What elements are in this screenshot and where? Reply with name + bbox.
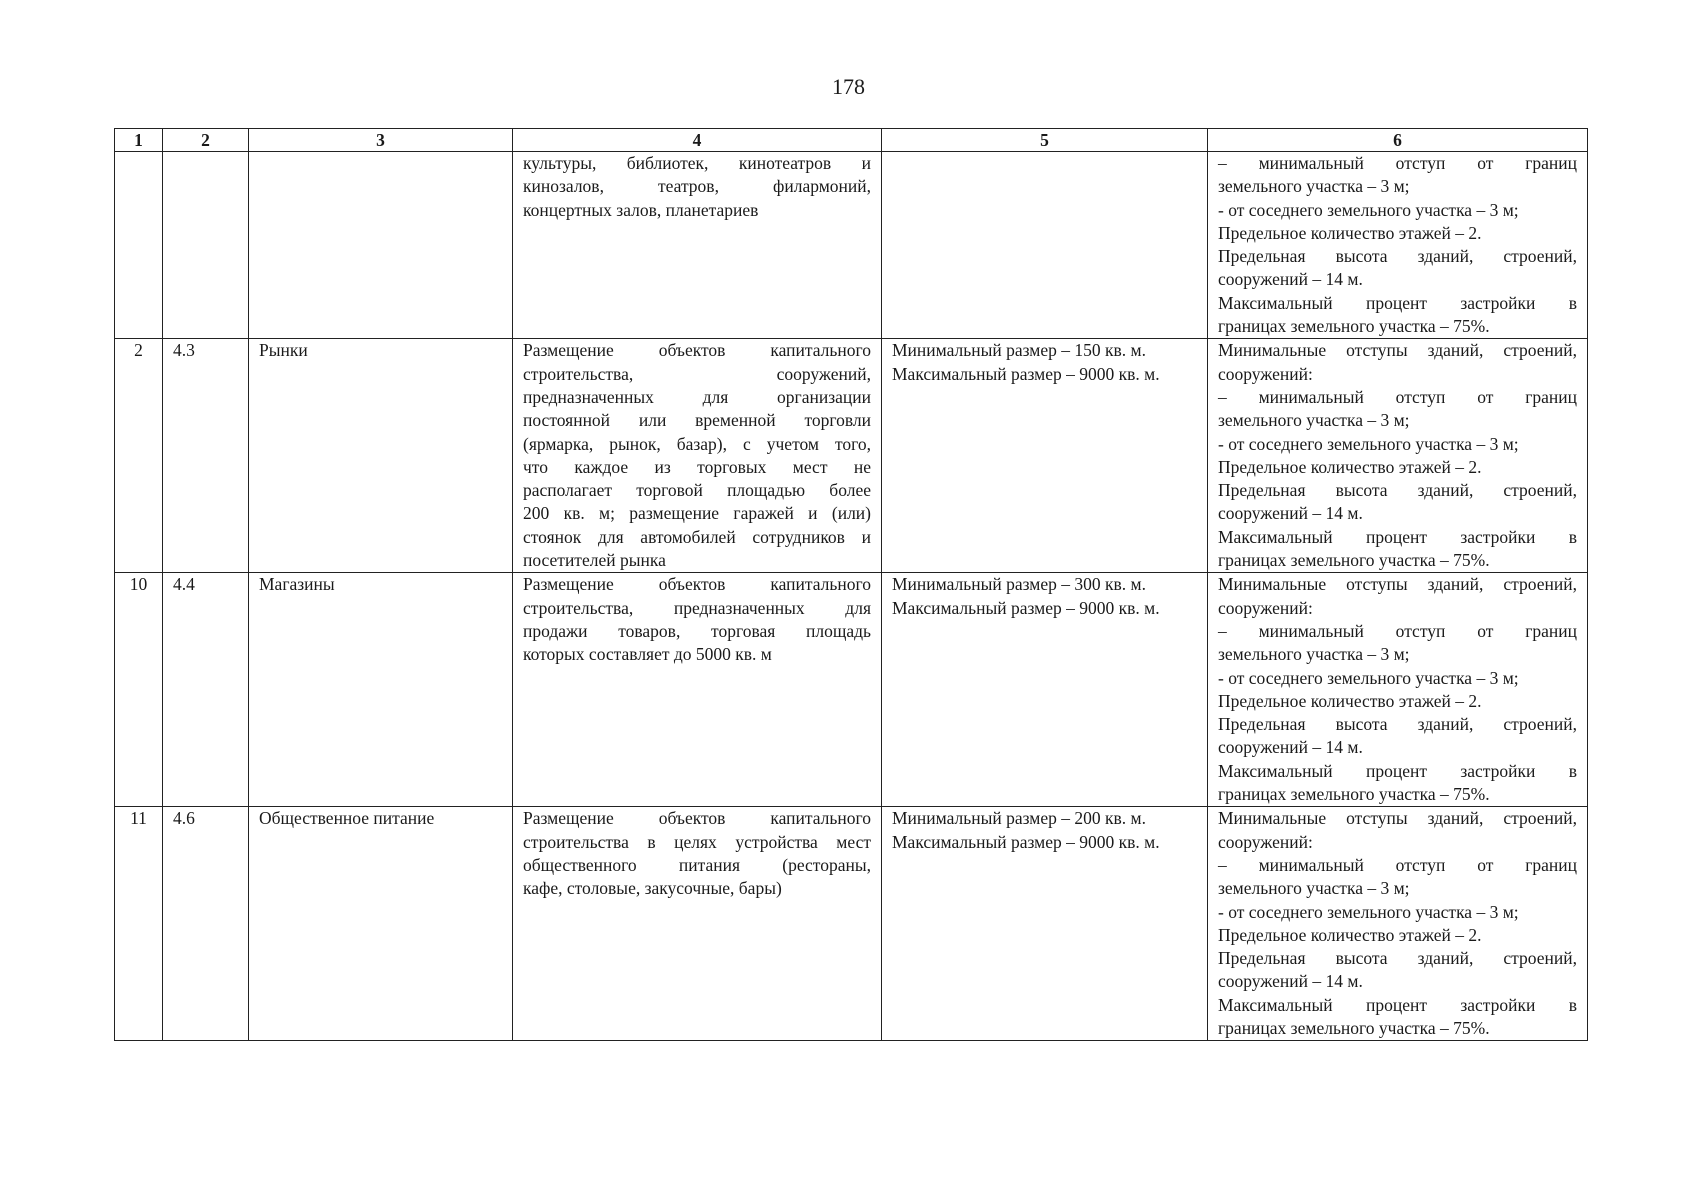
description-cell [513,807,882,1041]
params-line: Максимальный процент застройки в [1218,526,1577,547]
params-line: - от соседнего земельного участка – 3 м; [1218,901,1519,922]
description-cell [513,573,882,807]
params-cell [1208,573,1588,807]
params-line: сооружений – 14 м. [1218,269,1363,290]
description-line: культуры, библиотек, кинотеатров и [523,153,871,173]
params-line: Максимальный процент застройки в [1218,292,1577,313]
description-line: Размещение объектов капитального [523,574,871,595]
params-line: - от соседнего земельного участка – 3 м; [1218,199,1519,220]
column-header: 2 [163,129,249,152]
params-line: земельного участка – 3 м; [1218,410,1410,431]
table-row [115,152,1588,339]
code-cell: 4.6 [163,807,249,1041]
size-line: Минимальный размер – 200 кв. м. [892,808,1146,829]
column-header: 1 [115,129,163,152]
row-number-cell: 10 [115,573,163,807]
size-line: Максимальный размер – 9000 кв. м. [892,831,1160,852]
params-line: Минимальные отступы зданий, строений, [1218,808,1577,829]
description-line: располагает торговой площадью более [523,480,871,501]
params-line: земельного участка – 3 м; [1218,644,1410,665]
description-line: которых составляет до 5000 кв. м [523,644,772,665]
params-line: сооружений: [1218,597,1313,618]
params-line: земельного участка – 3 м; [1218,176,1410,197]
params-line: границах земельного участка – 75%. [1218,316,1490,337]
row-number-cell [115,152,163,339]
description-line: Размещение объектов капитального [523,340,871,361]
description-line: кинозалов, театров, филармоний, [523,176,871,197]
params-line: Предельная высота зданий, строений, [1218,948,1577,969]
column-header: 6 [1208,129,1588,152]
description-cell [513,339,882,573]
params-line: – минимальный отступ от границ [1218,386,1577,407]
params-line: границах земельного участка – 75%. [1218,784,1490,805]
params-line: границах земельного участка – 75%. [1218,550,1490,571]
params-cell [1208,339,1588,573]
description-line: посетителей рынка [523,550,666,571]
params-line: – минимальный отступ от границ [1218,854,1577,875]
column-header: 5 [882,129,1208,152]
params-cell [1208,807,1588,1041]
description-line: (ярмарка, рынок, базар), с учетом того, [523,433,871,454]
code-cell [163,152,249,339]
name-cell: Рынки [249,339,513,573]
description-line: продажи товаров, торговая площадь [523,620,871,641]
description-line: стоянок для автомобилей сотрудников и [523,526,871,547]
regulations-table [114,128,1588,1041]
name-cell: Магазины [249,573,513,807]
size-line: Минимальный размер – 150 кв. м. [892,340,1146,361]
name-cell: Общественное питание [249,807,513,1041]
description-line: строительства в целях устройства мест [523,831,871,852]
params-line: Предельное количество этажей – 2. [1218,924,1482,945]
params-line: Предельное количество этажей – 2. [1218,456,1482,477]
size-line: Максимальный размер – 9000 кв. м. [892,363,1160,384]
description-line: 200 кв. м; размещение гаражей и (или) [523,503,871,524]
description-line: Размещение объектов капитального [523,808,871,829]
params-line: Предельная высота зданий, строений, [1218,714,1577,735]
description-line: концертных залов, планетариев [523,199,759,220]
table-header-row [115,129,1588,152]
params-line: - от соседнего земельного участка – 3 м; [1218,667,1519,688]
name-cell [249,152,513,339]
params-line: - от соседнего земельного участка – 3 м; [1218,433,1519,454]
table-row [115,339,1588,573]
row-number-cell: 11 [115,807,163,1041]
description-line: кафе, столовые, закусочные, бары) [523,878,782,899]
params-line: Предельная высота зданий, строений, [1218,246,1577,267]
description-line: что каждое из торговых мест не [523,456,871,477]
size-line: Минимальный размер – 300 кв. м. [892,574,1146,595]
description-line: общественного питания (рестораны, [523,854,871,875]
column-header: 3 [249,129,513,152]
description-line: строительства, сооружений, [523,363,871,384]
params-line: сооружений – 14 м. [1218,737,1363,758]
params-line: – минимальный отступ от границ [1218,620,1577,641]
params-line: Минимальные отступы зданий, строений, [1218,574,1577,595]
column-header: 4 [513,129,882,152]
params-line: Максимальный процент застройки в [1218,994,1577,1015]
code-cell: 4.4 [163,573,249,807]
params-cell [1208,152,1588,339]
description-line: строительства, предназначенных для [523,597,871,618]
params-line: границах земельного участка – 75%. [1218,1017,1490,1038]
size-cell [882,152,1208,339]
params-line: Максимальный процент застройки в [1218,760,1577,781]
description-cell [513,152,882,339]
size-line: Максимальный размер – 9000 кв. м. [892,597,1160,618]
params-line: Предельное количество этажей – 2. [1218,690,1482,711]
params-line: сооружений – 14 м. [1218,503,1363,524]
params-line: сооружений – 14 м. [1218,971,1363,992]
code-cell: 4.3 [163,339,249,573]
size-cell [882,807,1208,1041]
params-line: Предельное количество этажей – 2. [1218,222,1482,243]
params-line: Минимальные отступы зданий, строений, [1218,340,1577,361]
params-line: Предельная высота зданий, строений, [1218,480,1577,501]
description-line: предназначенных для организации [523,386,871,407]
table-row [115,807,1588,1041]
size-cell [882,573,1208,807]
params-line: земельного участка – 3 м; [1218,878,1410,899]
description-line: постоянной или временной торговли [523,410,871,431]
size-cell [882,339,1208,573]
params-line: сооружений: [1218,363,1313,384]
params-line: сооружений: [1218,831,1313,852]
page-number: 178 [832,74,865,99]
row-number-cell: 2 [115,339,163,573]
table-row [115,573,1588,807]
params-line: – минимальный отступ от границ [1218,153,1577,173]
